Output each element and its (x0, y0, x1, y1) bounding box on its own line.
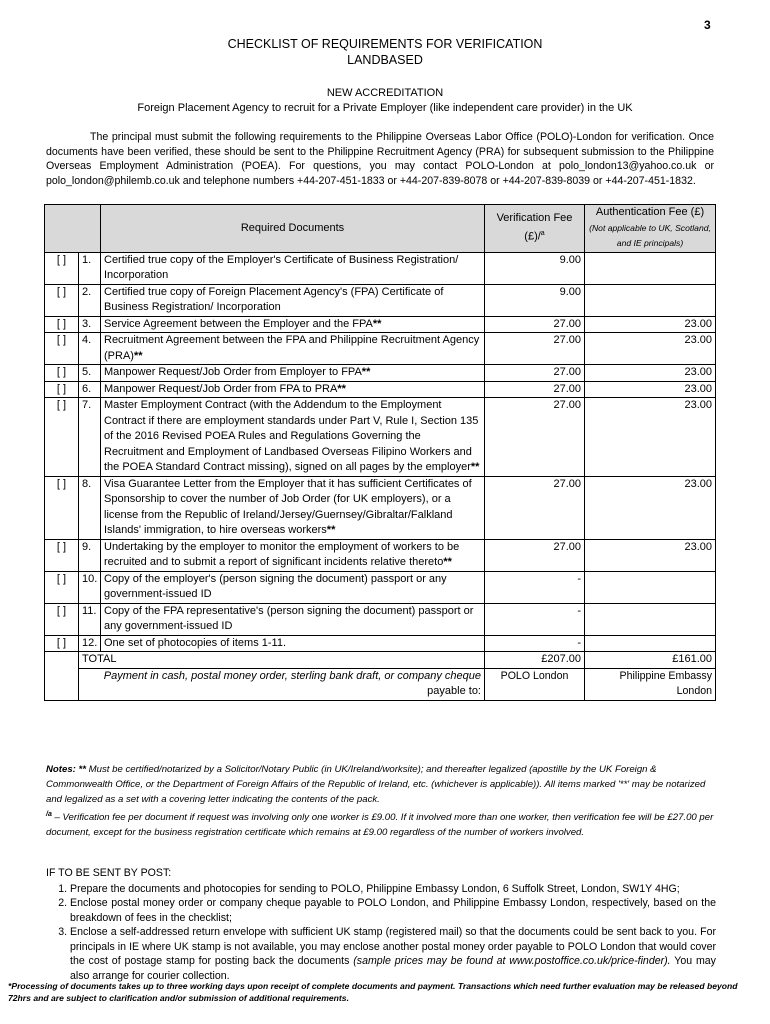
verification-fee: - (485, 571, 585, 603)
authentication-fee: 23.00 (585, 539, 716, 571)
item-number: 3. (79, 316, 101, 333)
verification-fee: 27.00 (485, 398, 585, 477)
requirements-body (45, 252, 716, 652)
checkbox-item-11[interactable]: [ ] (45, 603, 79, 635)
checkbox-item-7[interactable]: [ ] (45, 398, 79, 477)
item-description: Copy of the employer's (person signing the document) passport or any government-issued ID (101, 571, 485, 603)
post-step-1: 1. Prepare the documents and photocopies for sending to POLO, Philippine Embassy London, 6 Suffolk Street, London, SW1Y 4HG; (70, 882, 716, 897)
item-number: 9. (79, 539, 101, 571)
authentication-fee: 23.00 (585, 476, 716, 539)
authentication-fee (585, 635, 716, 652)
item-number: 5. (79, 365, 101, 382)
subtitle-line-1: NEW ACCREDITATION (326, 87, 444, 99)
processing-footnote: *Processing of documents takes up to three working days upon receipt of complete documents and payment. Transactions which need further evaluation may be released beyond 72hrs and are subject to clarification and/or submission of additional requirements. (8, 981, 738, 1003)
table-row (45, 333, 716, 365)
table-row (45, 381, 716, 398)
verification-fee: - (485, 603, 585, 635)
item-number: 2. (79, 284, 101, 316)
authentication-fee (585, 284, 716, 316)
header-verification-fee: Verification Fee (£)/$^a$ (485, 205, 585, 253)
authentication-fee: 23.00 (585, 333, 716, 365)
item-description: Visa Guarantee Letter from the Employer that it has sufficient Certificates of Sponsorship to cover the number of Job Order (for UK employers), or a license from the Republic of Ireland/Jersey/Guernsey/Gibraltar/Falkland Islands' immigration, to hire overseas workers** (101, 476, 485, 539)
verification-fee: 27.00 (485, 365, 585, 382)
authentication-fee: 23.00 (585, 365, 716, 382)
table-row (45, 316, 716, 333)
payable-to-embassy: Philippine Embassy London (585, 668, 716, 700)
item-description: Copy of the FPA representative's (person signing the document) passport or any government-issued ID (101, 603, 485, 635)
item-number: 11. (79, 603, 101, 635)
authentication-fee: 23.00 (585, 316, 716, 333)
table-row (45, 252, 716, 284)
table-row (45, 365, 716, 382)
payable-to-polo: POLO London (485, 668, 585, 700)
item-description: Undertaking by the employer to monitor the employment of workers to be recruited and to submit a report of significant incidents relative thereto** (101, 539, 485, 571)
verification-fee: 27.00 (485, 333, 585, 365)
item-number: 6. (79, 381, 101, 398)
document-title (0, 36, 770, 68)
checkbox-item-9[interactable]: [ ] (45, 539, 79, 571)
table-row (45, 284, 716, 316)
verification-fee: 9.00 (485, 284, 585, 316)
post-heading: IF TO BE SENT BY POST: (46, 867, 172, 879)
note-verification-fee: $^{/a}$ – Verification fee per document if request was involving only one worker is £9.00. If it involved more than one worker, then verification fee will be £27.00 per document, except for the business registration certificate which remains at £9.00 regardless of the number of workers involved. (46, 811, 714, 839)
notes-section (46, 762, 716, 840)
verification-fee: - (485, 635, 585, 652)
payment-row (45, 668, 716, 700)
item-number: 7. (79, 398, 101, 477)
table-row (45, 398, 716, 477)
item-number: 8. (79, 476, 101, 539)
verification-fee: 9.00 (485, 252, 585, 284)
item-description: Master Employment Contract (with the Addendum to the Employment Contract if there are employment standards under Part V, Rule I, Section 135 of the 2016 Revised POEA Rules and Regulations Governing the Recruitment and Employment of Landbased Overseas Filipino Workers and the POEA Standard Contract missing), signed on all pages by the employer** (101, 398, 485, 477)
item-number: 12. (79, 635, 101, 652)
total-label: TOTAL (79, 652, 485, 669)
post-step-3: 3. Enclose a self-addressed return envelope with sufficient UK stamp (registered mail) so that the documents could be sent back to you. For principals in IE where UK stamp is not available, you may enclose another postal money order payable to POLO London that would cover the cost of postage stamp for posting back the documents (sample prices may be found at www.postoffice.co.uk/price-finder). You may also arrange for courier collection. (70, 925, 716, 983)
authentication-fee-note: (Not applicable to UK, Scotland, and IE principals) (589, 222, 711, 248)
checkbox-item-10[interactable]: [ ] (45, 571, 79, 603)
title-line-1: CHECKLIST OF REQUIREMENTS FOR VERIFICATION (227, 37, 543, 51)
item-description: Certified true copy of Foreign Placement Agency's (FPA) Certificate of Business Registration/ Incorporation (101, 284, 485, 316)
table-row (45, 539, 716, 571)
verification-fee: 27.00 (485, 476, 585, 539)
header-authentication-fee: Authentication Fee (£) (Not applicable to UK, Scotland, and IE principals) (585, 205, 716, 253)
item-number: 10. (79, 571, 101, 603)
requirements-table (44, 204, 716, 701)
item-description: One set of photocopies of items 1-11. (101, 635, 485, 652)
checkbox-item-4[interactable]: [ ] (45, 333, 79, 365)
intro-text: The principal must submit the following requirements to the Philippine Overseas Labor Office (POLO)-London for verification. Once documents have been verified, these should be sent to the Philippine Recruitment Agency (PRA) for subsequent submission to the Philippine Overseas Employment Administration (POEA). For questions, you may contact POLO-London at polo_london13@yahoo.co.uk or polo_london@philemb.co.uk and telephone numbers +44-207-451-1833 or +44-207-839-8078 or +44-207-839-8039 or +44-207-451-1832. (46, 131, 714, 187)
checkbox-item-6[interactable]: [ ] (45, 381, 79, 398)
note-certification: Notes: ** Must be certified/notarized by a Solicitor/Notary Public (in UK/Ireland/worksite); and thereafter legalized (apostille by the UK Foreign & Commonwealth Office, or the Department of Foreign Affairs of the Republic of Ireland, etc. (whichever is applicable)). All items marked '**' may be notarized and legalized as a set with a covering letter indicating the contents of the pack. (46, 764, 706, 805)
title-line-2: LANDBASED (347, 53, 423, 67)
verification-fee: 27.00 (485, 539, 585, 571)
item-description: Manpower Request/Job Order from FPA to PRA** (101, 381, 485, 398)
intro-paragraph (46, 130, 714, 188)
total-verification-fee: £207.00 (485, 652, 585, 669)
page-number: 3 (704, 18, 711, 32)
checkbox-item-12[interactable]: [ ] (45, 635, 79, 652)
authentication-fee: 23.00 (585, 381, 716, 398)
authentication-fee (585, 571, 716, 603)
post-steps (46, 882, 716, 984)
post-instructions (46, 866, 716, 983)
total-row (45, 652, 716, 669)
item-description: Certified true copy of the Employer's Certificate of Business Registration/ Incorporation (101, 252, 485, 284)
subtitle-line-2: Foreign Placement Agency to recruit for a Private Employer (like independent care provider) in the UK (137, 102, 633, 114)
header-required-documents: Required Documents (101, 205, 485, 253)
authentication-fee (585, 252, 716, 284)
payment-text: Payment in cash, postal money order, sterling bank draft, or company cheque payable to: (79, 668, 485, 700)
header-blank (45, 205, 101, 253)
authentication-fee (585, 603, 716, 635)
item-number: 4. (79, 333, 101, 365)
table-row (45, 635, 716, 652)
item-number: 1. (79, 252, 101, 284)
verification-fee: 27.00 (485, 316, 585, 333)
item-description: Manpower Request/Job Order from Employer to FPA** (101, 365, 485, 382)
item-description: Service Agreement between the Employer and the FPA** (101, 316, 485, 333)
authentication-fee: 23.00 (585, 398, 716, 477)
checkbox-item-8[interactable]: [ ] (45, 476, 79, 539)
verification-fee: 27.00 (485, 381, 585, 398)
post-step-2: 2. Enclose postal money order or company cheque payable to POLO London, and Philippine Embassy London, respectively, based on the breakdown of fees in the checklist; (70, 896, 716, 925)
checkbox-item-3[interactable]: [ ] (45, 316, 79, 333)
item-description: Recruitment Agreement between the FPA and Philippine Recruitment Agency (PRA)** (101, 333, 485, 365)
checkbox-item-5[interactable]: [ ] (45, 365, 79, 382)
table-row (45, 603, 716, 635)
checkbox-item-2[interactable]: [ ] (45, 284, 79, 316)
table-header-row (45, 205, 716, 253)
table-row (45, 476, 716, 539)
checkbox-item-1[interactable]: [ ] (45, 252, 79, 284)
total-authentication-fee: £161.00 (585, 652, 716, 669)
table-row (45, 571, 716, 603)
document-subtitle (0, 86, 770, 116)
